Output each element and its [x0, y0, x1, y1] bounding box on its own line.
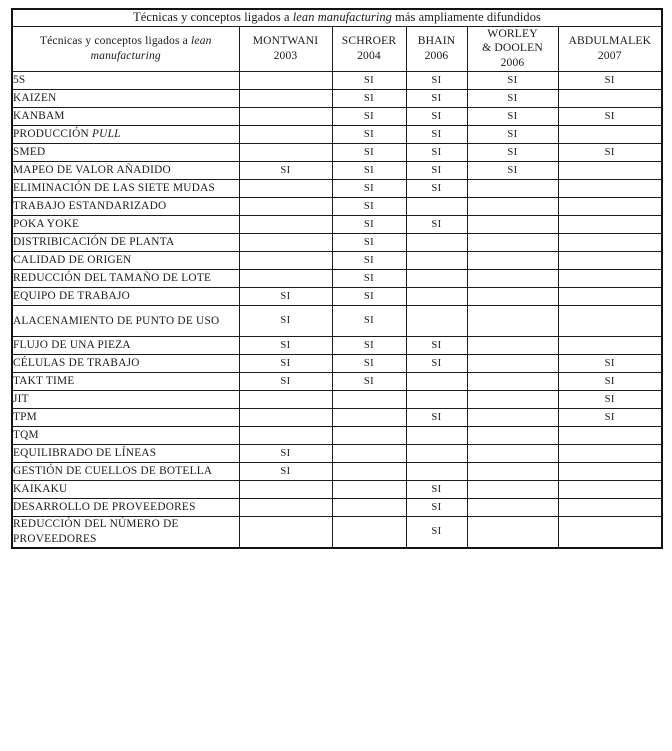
- mark-cell: [467, 251, 558, 269]
- column-header-technique: [12, 26, 239, 71]
- technique-name-cell: [12, 426, 239, 444]
- table-row: [12, 179, 662, 197]
- author-year: 2006: [424, 48, 449, 62]
- table-row: [12, 107, 662, 125]
- table-row: [12, 354, 662, 372]
- author-name: BHAIN: [417, 33, 456, 47]
- mark-cell: SI: [332, 107, 406, 125]
- technique-name: MAPEO DE VALOR AÑADIDO: [13, 164, 171, 177]
- mark-cell: [467, 233, 558, 251]
- mark-cell: [332, 480, 406, 498]
- mark-cell: [558, 444, 662, 462]
- column-header-technique-italic: lean manufacturing: [90, 33, 212, 62]
- mark-cell: [467, 372, 558, 390]
- mark-cell: SI: [239, 305, 332, 336]
- mark-cell: SI: [558, 71, 662, 89]
- mark-cell: [467, 336, 558, 354]
- technique-name: CÉLULAS DE TRABAJO: [13, 357, 140, 370]
- technique-name-cell: [12, 269, 239, 287]
- table-row: [12, 125, 662, 143]
- mark-cell: SI: [332, 372, 406, 390]
- table-row: [12, 71, 662, 89]
- mark-cell: [406, 233, 467, 251]
- mark-cell: [239, 233, 332, 251]
- column-header-bhain: [406, 26, 467, 71]
- mark-cell: SI: [332, 287, 406, 305]
- technique-name: 5S: [13, 74, 26, 87]
- table-row: [12, 161, 662, 179]
- technique-name: TQM: [13, 429, 39, 442]
- mark-cell: SI: [332, 179, 406, 197]
- mark-cell: [558, 516, 662, 548]
- table-row: [12, 233, 662, 251]
- table-body: [12, 71, 662, 548]
- mark-cell: SI: [239, 462, 332, 480]
- mark-cell: [558, 215, 662, 233]
- mark-cell: [467, 516, 558, 548]
- mark-cell: SI: [558, 143, 662, 161]
- technique-name-cell: [12, 89, 239, 107]
- mark-cell: [332, 462, 406, 480]
- table-row: [12, 336, 662, 354]
- mark-cell: SI: [239, 336, 332, 354]
- author-name: SCHROER: [341, 33, 397, 47]
- technique-name: EQUILIBRADO DE LÍNEAS: [13, 447, 157, 460]
- mark-cell: [467, 390, 558, 408]
- mark-cell: SI: [467, 107, 558, 125]
- technique-name-italic: PULL: [92, 128, 121, 141]
- technique-name: PRODUCCIÓN: [13, 128, 93, 141]
- mark-cell: SI: [332, 71, 406, 89]
- mark-cell: [239, 269, 332, 287]
- mark-cell: SI: [467, 161, 558, 179]
- mark-cell: [467, 354, 558, 372]
- mark-cell: SI: [332, 125, 406, 143]
- author-year: 2003: [273, 48, 298, 62]
- mark-cell: SI: [406, 336, 467, 354]
- mark-cell: SI: [406, 89, 467, 107]
- mark-cell: SI: [332, 354, 406, 372]
- mark-cell: SI: [332, 143, 406, 161]
- technique-name-cell: [12, 516, 239, 548]
- column-header-abdulmalek: [558, 26, 662, 71]
- mark-cell: [558, 426, 662, 444]
- technique-name: KAIZEN: [13, 92, 57, 105]
- mark-cell: SI: [239, 444, 332, 462]
- mark-cell: SI: [332, 197, 406, 215]
- mark-cell: [239, 107, 332, 125]
- mark-cell: [558, 251, 662, 269]
- mark-cell: [406, 372, 467, 390]
- mark-cell: [467, 408, 558, 426]
- table-head: [12, 9, 662, 71]
- mark-cell: [332, 516, 406, 548]
- mark-cell: [332, 390, 406, 408]
- technique-name: DISTRIBICACIÓN DE PLANTA: [13, 236, 175, 249]
- author-name-line2: & DOOLEN: [482, 41, 543, 55]
- table-row: [12, 408, 662, 426]
- mark-cell: [558, 480, 662, 498]
- technique-name: CALIDAD DE ORIGEN: [13, 254, 132, 267]
- mark-cell: [239, 251, 332, 269]
- table-row: [12, 426, 662, 444]
- mark-cell: [239, 408, 332, 426]
- author-name: ABDULMALEK: [568, 33, 652, 47]
- mark-cell: [467, 498, 558, 516]
- mark-cell: [558, 462, 662, 480]
- mark-cell: [558, 197, 662, 215]
- table-row: [12, 462, 662, 480]
- mark-cell: SI: [558, 390, 662, 408]
- mark-cell: [332, 498, 406, 516]
- technique-name-cell: [12, 71, 239, 89]
- technique-name: REDUCCIÓN DEL TAMAÑO DE LOTE: [13, 272, 212, 285]
- column-header-row: [12, 26, 662, 71]
- mark-cell: SI: [332, 269, 406, 287]
- mark-cell: [406, 251, 467, 269]
- mark-cell: [467, 197, 558, 215]
- table-row: [12, 269, 662, 287]
- table-row: [12, 287, 662, 305]
- technique-name: TPM: [13, 411, 37, 424]
- technique-name-cell: [12, 408, 239, 426]
- mark-cell: SI: [406, 408, 467, 426]
- mark-cell: [239, 390, 332, 408]
- technique-name: REDUCCIÓN DEL NÚMERO DE PROVEEDORES: [13, 518, 179, 545]
- mark-cell: [558, 287, 662, 305]
- technique-name-cell: [12, 305, 239, 336]
- mark-cell: SI: [406, 516, 467, 548]
- table-title-row: [12, 9, 662, 26]
- mark-cell: [406, 390, 467, 408]
- table-row: [12, 251, 662, 269]
- author-name-line1: WORLEY: [487, 26, 538, 40]
- mark-cell: SI: [406, 161, 467, 179]
- mark-cell: [239, 125, 332, 143]
- technique-name-cell: [12, 498, 239, 516]
- technique-name-cell: [12, 215, 239, 233]
- table-title-suffix: más ampliamente difundidos: [391, 10, 541, 24]
- mark-cell: SI: [332, 215, 406, 233]
- table-title-italic: lean manufacturing: [292, 10, 392, 24]
- mark-cell: [239, 480, 332, 498]
- technique-name-cell: [12, 462, 239, 480]
- technique-name: ALACENAMIENTO DE PUNTO DE USO: [13, 314, 220, 327]
- mark-cell: [558, 125, 662, 143]
- lean-techniques-table-container: [11, 8, 661, 549]
- technique-name-cell: [12, 251, 239, 269]
- mark-cell: SI: [406, 498, 467, 516]
- column-header-montwani: [239, 26, 332, 71]
- mark-cell: SI: [239, 161, 332, 179]
- table-row: [12, 197, 662, 215]
- mark-cell: SI: [558, 107, 662, 125]
- mark-cell: [467, 480, 558, 498]
- mark-cell: [239, 89, 332, 107]
- technique-name: KANBAM: [13, 110, 65, 123]
- mark-cell: [239, 498, 332, 516]
- technique-name-cell: [12, 143, 239, 161]
- mark-cell: [332, 408, 406, 426]
- table-row: [12, 89, 662, 107]
- mark-cell: SI: [239, 287, 332, 305]
- mark-cell: [406, 444, 467, 462]
- mark-cell: [239, 516, 332, 548]
- technique-name-cell: [12, 390, 239, 408]
- technique-name-cell: [12, 372, 239, 390]
- technique-name: TAKT TIME: [13, 375, 75, 388]
- technique-name-cell: [12, 179, 239, 197]
- mark-cell: [332, 444, 406, 462]
- technique-name-cell: [12, 197, 239, 215]
- author-name: MONTWANI: [252, 33, 319, 47]
- mark-cell: [558, 179, 662, 197]
- mark-cell: [239, 179, 332, 197]
- table-row: [12, 143, 662, 161]
- mark-cell: [467, 426, 558, 444]
- table-row: [12, 444, 662, 462]
- column-header-schroer: [332, 26, 406, 71]
- mark-cell: [332, 426, 406, 444]
- mark-cell: SI: [467, 71, 558, 89]
- table-row: [12, 498, 662, 516]
- technique-name-cell: [12, 444, 239, 462]
- technique-name-cell: [12, 336, 239, 354]
- mark-cell: [406, 462, 467, 480]
- technique-name-cell: [12, 354, 239, 372]
- technique-name: FLUJO DE UNA PIEZA: [13, 339, 131, 352]
- technique-name: KAIKAKU: [13, 483, 68, 496]
- mark-cell: [239, 426, 332, 444]
- mark-cell: SI: [467, 143, 558, 161]
- mark-cell: [467, 444, 558, 462]
- table-title-prefix: Técnicas y conceptos ligados a: [133, 10, 293, 24]
- technique-name: SMED: [13, 146, 46, 159]
- mark-cell: SI: [332, 233, 406, 251]
- technique-name: ELIMINACIÓN DE LAS SIETE MUDAS: [13, 182, 216, 195]
- mark-cell: SI: [406, 143, 467, 161]
- column-header-worley-doolen: [467, 26, 558, 71]
- mark-cell: [467, 305, 558, 336]
- table-row: [12, 516, 662, 548]
- mark-cell: SI: [239, 354, 332, 372]
- mark-cell: [239, 143, 332, 161]
- mark-cell: [406, 269, 467, 287]
- technique-name: TRABAJO ESTANDARIZADO: [13, 200, 167, 213]
- mark-cell: SI: [467, 125, 558, 143]
- author-year: 2004: [357, 48, 381, 62]
- mark-cell: SI: [467, 89, 558, 107]
- mark-cell: SI: [406, 215, 467, 233]
- mark-cell: SI: [332, 251, 406, 269]
- mark-cell: [239, 215, 332, 233]
- mark-cell: [558, 161, 662, 179]
- column-header-technique-prefix: Técnicas y conceptos ligados a: [39, 33, 192, 47]
- mark-cell: SI: [558, 354, 662, 372]
- mark-cell: [406, 197, 467, 215]
- table-row: [12, 390, 662, 408]
- mark-cell: [558, 269, 662, 287]
- mark-cell: SI: [406, 107, 467, 125]
- author-year: 2006: [500, 56, 525, 70]
- technique-name: POKA YOKE: [13, 218, 80, 231]
- mark-cell: [467, 215, 558, 233]
- table-title: [12, 9, 662, 26]
- technique-name: GESTIÓN DE CUELLOS DE BOTELLA: [13, 465, 213, 478]
- mark-cell: SI: [332, 305, 406, 336]
- mark-cell: SI: [406, 125, 467, 143]
- mark-cell: SI: [332, 89, 406, 107]
- technique-name: EQUIPO DE TRABAJO: [13, 290, 131, 303]
- author-year: 2007: [597, 48, 622, 62]
- technique-name-cell: [12, 233, 239, 251]
- mark-cell: [467, 462, 558, 480]
- mark-cell: [406, 305, 467, 336]
- technique-name-cell: [12, 107, 239, 125]
- mark-cell: [558, 89, 662, 107]
- mark-cell: [558, 305, 662, 336]
- technique-name-cell: [12, 287, 239, 305]
- mark-cell: SI: [332, 161, 406, 179]
- mark-cell: [239, 71, 332, 89]
- mark-cell: SI: [406, 354, 467, 372]
- mark-cell: SI: [406, 179, 467, 197]
- mark-cell: [558, 336, 662, 354]
- table-row: [12, 372, 662, 390]
- mark-cell: [558, 233, 662, 251]
- mark-cell: [239, 197, 332, 215]
- mark-cell: [467, 269, 558, 287]
- mark-cell: SI: [239, 372, 332, 390]
- mark-cell: SI: [406, 71, 467, 89]
- mark-cell: [406, 426, 467, 444]
- technique-name-cell: [12, 161, 239, 179]
- technique-name: JIT: [13, 393, 29, 406]
- technique-name: DESARROLLO DE PROVEEDORES: [13, 501, 196, 514]
- table-row: [12, 305, 662, 336]
- lean-techniques-table: [11, 8, 663, 549]
- mark-cell: [467, 179, 558, 197]
- mark-cell: [406, 287, 467, 305]
- mark-cell: [467, 287, 558, 305]
- mark-cell: [558, 498, 662, 516]
- mark-cell: SI: [558, 408, 662, 426]
- table-row: [12, 480, 662, 498]
- mark-cell: SI: [332, 336, 406, 354]
- mark-cell: SI: [406, 480, 467, 498]
- table-row: [12, 215, 662, 233]
- technique-name-cell: [12, 125, 239, 143]
- mark-cell: SI: [558, 372, 662, 390]
- technique-name-cell: [12, 480, 239, 498]
